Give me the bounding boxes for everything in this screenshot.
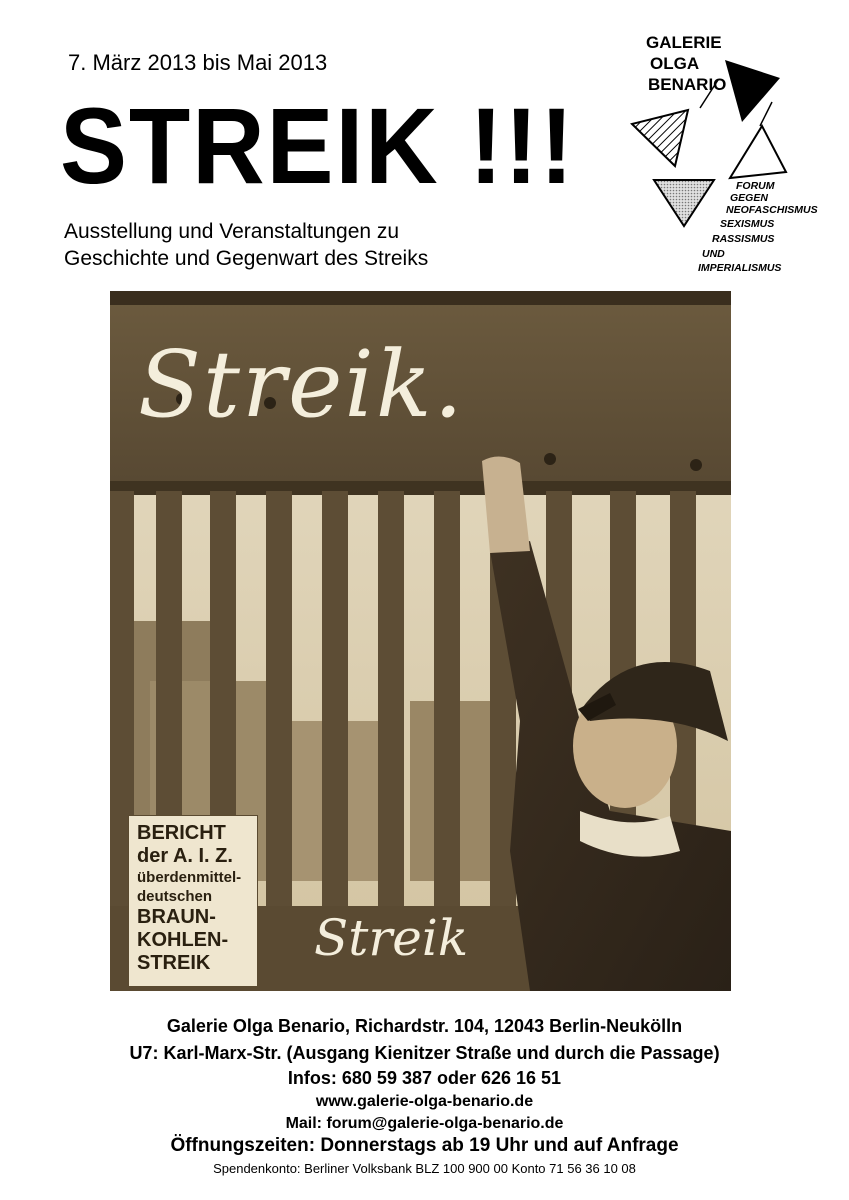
logo-name-line-2: OLGA bbox=[650, 54, 700, 73]
subtitle-line-2: Geschichte und Gegenwart des Streiks bbox=[64, 247, 429, 270]
logo-forum-line-5: RASSISMUS bbox=[712, 233, 775, 245]
logo-name-line-1: GALERIE bbox=[646, 33, 722, 52]
footer-website[interactable]: www.galerie-olga-benario.de bbox=[315, 1093, 534, 1110]
logo-forum-line-4: SEXISMUS bbox=[720, 218, 775, 230]
box-line-6: KOHLEN- bbox=[137, 929, 229, 951]
box-line-3: überdenmittel- bbox=[137, 869, 242, 886]
footer-donation: Spendenkonto: Berliner Volksbank BLZ 100 900 00 Konto 71 56 36 10 08 bbox=[213, 1161, 636, 1176]
date-range: 7. März 2013 bis Mai 2013 bbox=[68, 50, 328, 75]
logo-name-line-3: BENARIO bbox=[648, 75, 727, 94]
box-line-5: BRAUN- bbox=[137, 906, 216, 928]
strike-photo bbox=[110, 291, 731, 991]
photo-caption-box bbox=[128, 815, 258, 987]
logo-forum-line-2: GEGEN bbox=[730, 192, 768, 204]
footer-hours: Öffnungszeiten: Donnerstags ab 19 Uhr und auf Anfrage bbox=[170, 1135, 679, 1156]
footer-infos: Infos: 680 59 387 oder 626 16 51 bbox=[287, 1068, 562, 1088]
logo-forum-line-6: UND bbox=[702, 248, 725, 260]
footer-address: Galerie Olga Benario, Richardstr. 104, 12043 Berlin-Neukölln bbox=[166, 1016, 683, 1036]
handwriting-top: Streik. bbox=[138, 331, 465, 438]
logo-forum-line-1: FORUM bbox=[736, 180, 775, 192]
box-line-1: BERICHT bbox=[137, 822, 226, 844]
box-line-2: der A. I. Z. bbox=[137, 845, 233, 867]
page-title: STREIK !!! bbox=[60, 85, 576, 206]
box-line-4: deutschen bbox=[137, 888, 213, 905]
subtitle-line-1: Ausstellung und Veranstaltungen zu bbox=[64, 220, 400, 243]
gallery-logo bbox=[630, 30, 830, 280]
subtitle bbox=[64, 218, 428, 272]
box-line-7: STREIK bbox=[137, 952, 211, 974]
footer-mail[interactable]: Mail: forum@galerie-olga-benario.de bbox=[285, 1115, 564, 1132]
logo-forum-line-3: NEOFASCHISMUS bbox=[726, 204, 818, 216]
footer-transit: U7: Karl-Marx-Str. (Ausgang Kienitzer Straße und durch die Passage) bbox=[129, 1043, 720, 1063]
handwriting-bottom: Streik bbox=[314, 909, 469, 967]
logo-forum-line-7: IMPERIALISMUS bbox=[698, 262, 782, 274]
